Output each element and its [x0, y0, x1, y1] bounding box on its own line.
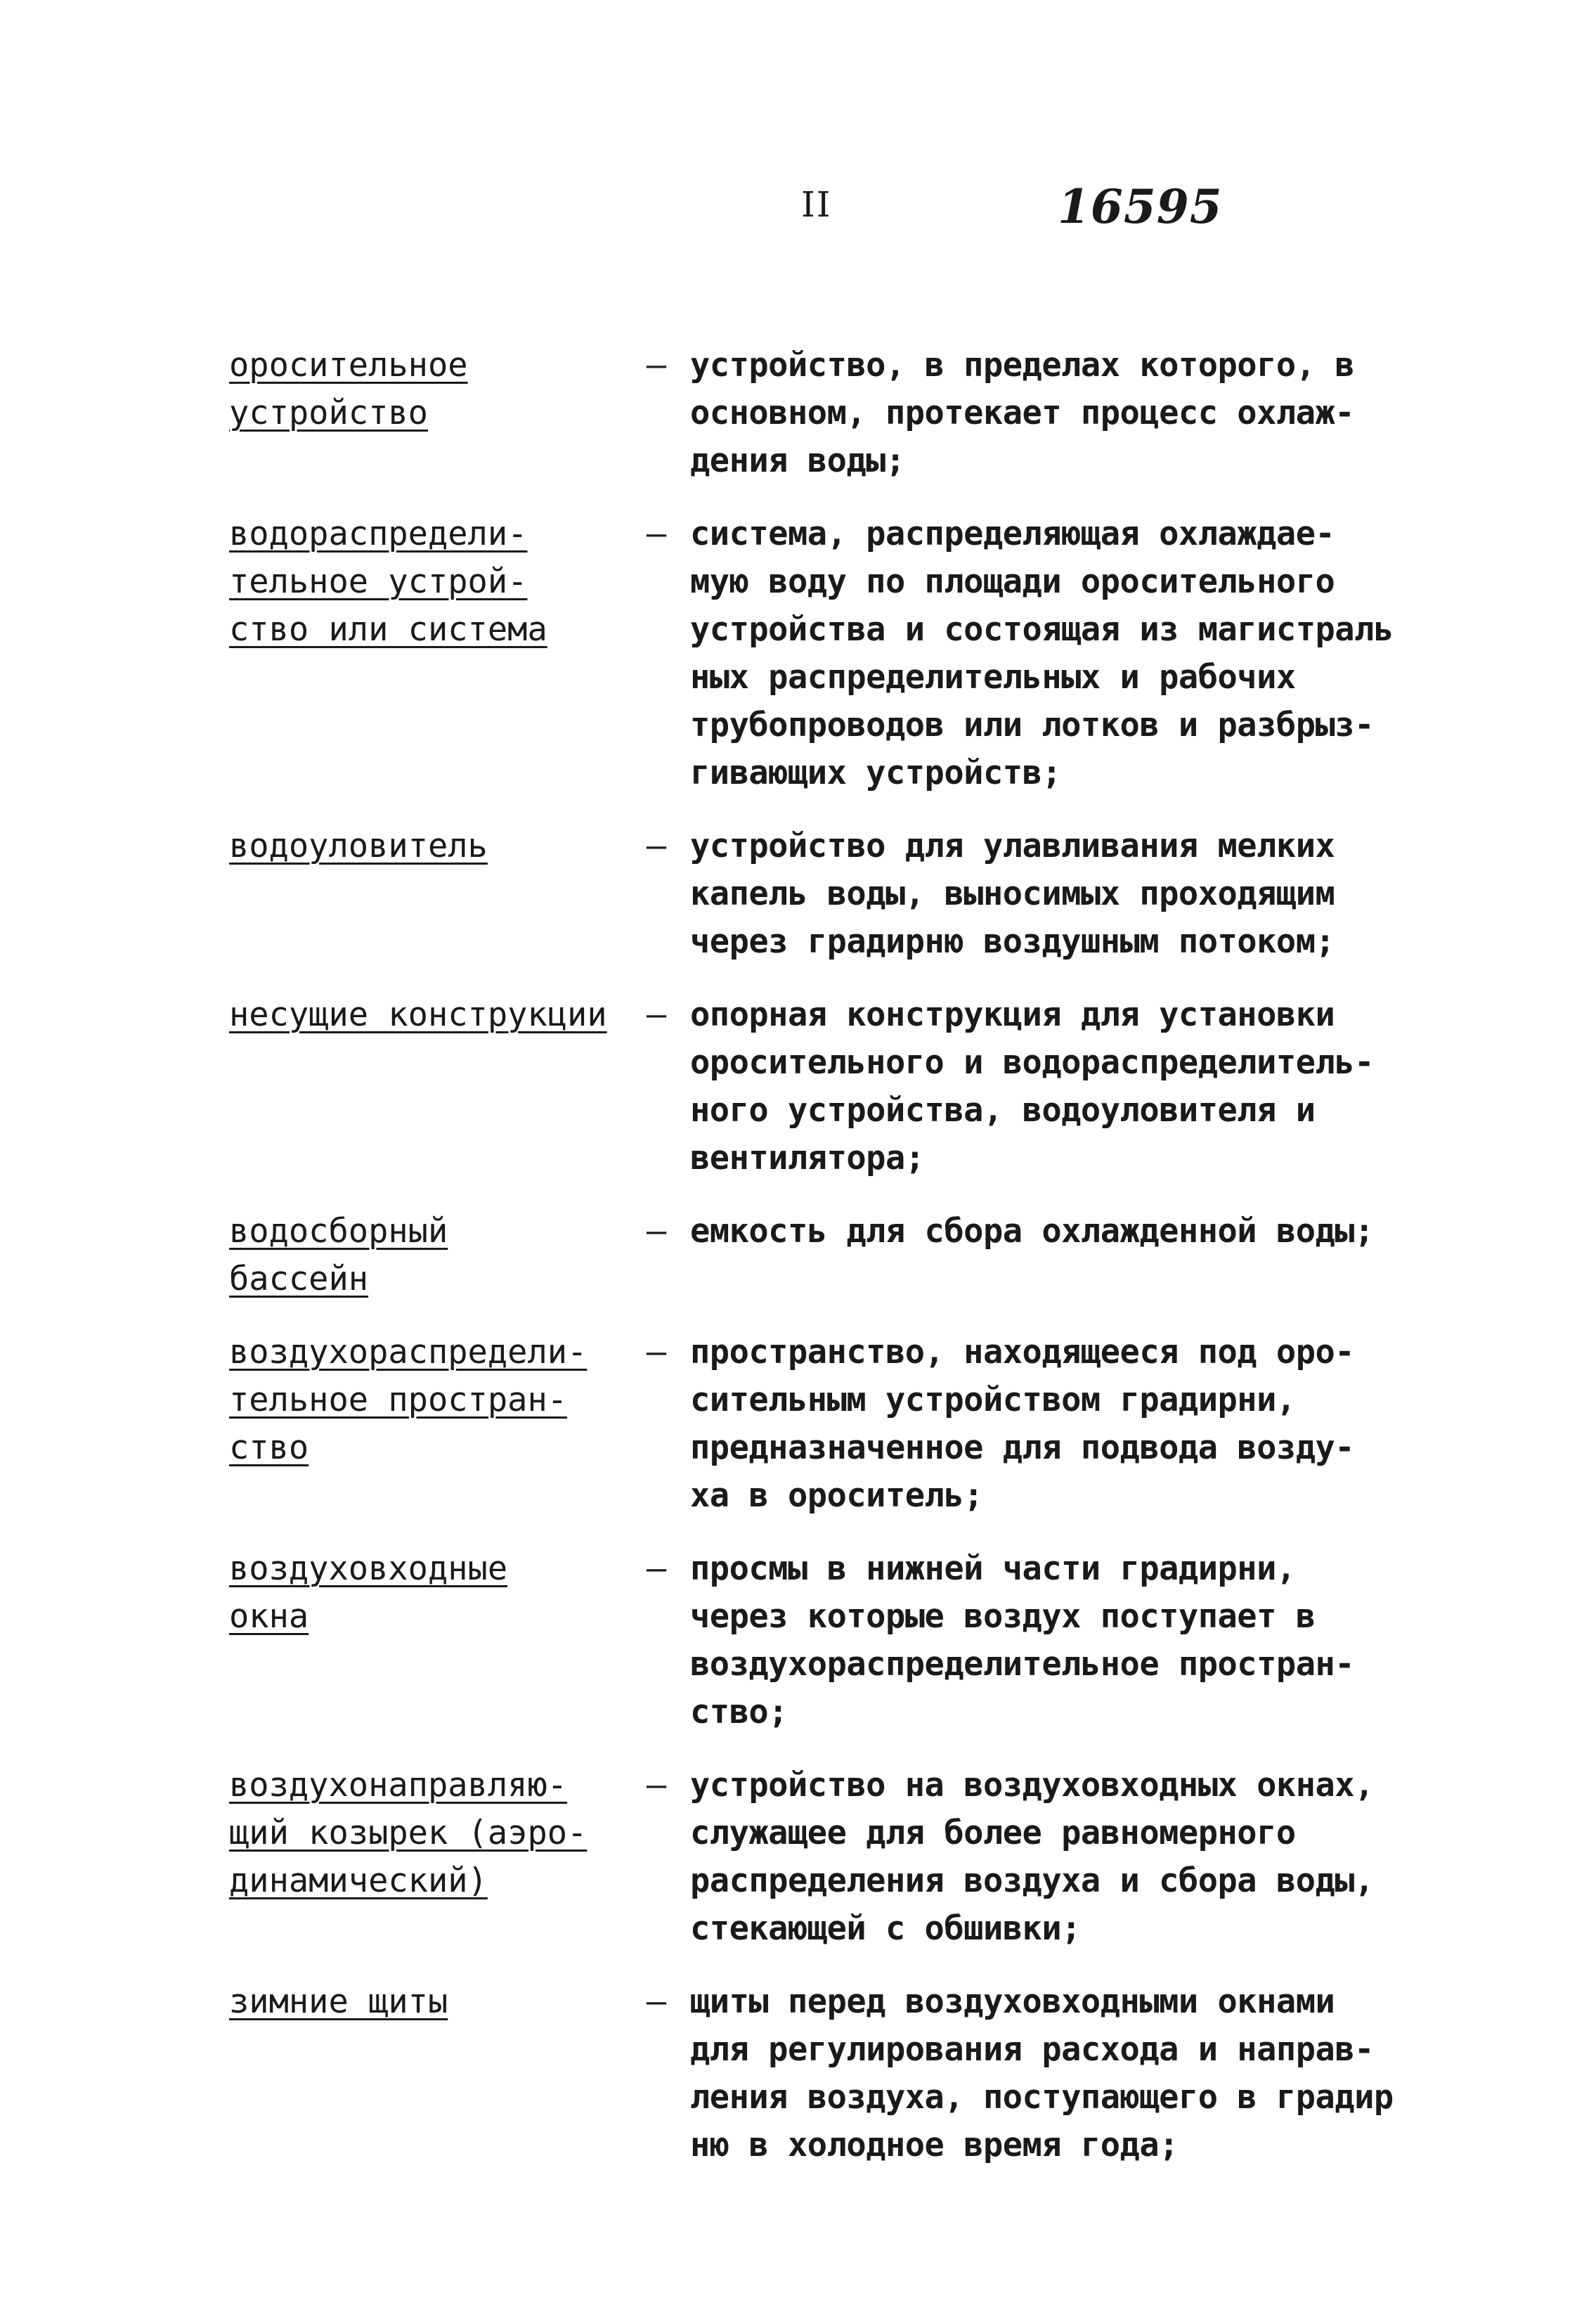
glossary-list — [229, 342, 1424, 2169]
glossary-definition: пространство, находящееся под оро- сительным устройством градирни, предназначенное для подвода возду- ха в ороситель; — [690, 1333, 1355, 1515]
glossary-entry — [229, 1762, 1424, 1953]
glossary-term: оросительное устройство — [229, 346, 468, 432]
glossary-definition: просмы в нижней части градирни, через которые воздух поступает в воздухораспределительное простран- ство; — [690, 1549, 1355, 1731]
glossary-term: водоуловитель — [229, 827, 488, 865]
glossary-entry — [229, 991, 1424, 1182]
glossary-definition: устройство, в пределах которого, в основном, протекает процесс охлаж- дения воды; — [690, 346, 1355, 480]
glossary-entry — [229, 1329, 1424, 1520]
glossary-definition: устройство на воздуховходных окнах, служащее для более равномерного распределения воздуха и сбора воды, стекающей с обшивки; — [690, 1766, 1374, 1948]
glossary-entry — [229, 510, 1424, 797]
entry-dash: – — [646, 346, 667, 385]
glossary-term: воздуховходные окна — [229, 1549, 508, 1636]
entry-dash: – — [646, 827, 667, 865]
glossary-definition: устройство для улавливания мелких капель воды, выносимых проходящим через градирню воздушным потоком; — [690, 827, 1335, 961]
document-number: 16595 — [1058, 179, 1223, 234]
glossary-term: несущие конструкции — [229, 995, 607, 1034]
entry-dash: – — [646, 515, 667, 553]
glossary-entry — [229, 822, 1424, 966]
glossary-entry — [229, 1545, 1424, 1736]
glossary-entry — [229, 1208, 1424, 1303]
glossary-definition: система, распределяющая охлаждае- мую воду по площади оросительного устройства и состоящая из магистраль ных распределительных и рабочих трубопроводов или лотков и разбрыз- гивающих устройств; — [690, 515, 1394, 792]
glossary-term: воздухонаправляю- щий козырек (аэро- динамический) — [229, 1766, 588, 1900]
entry-dash: – — [646, 1766, 667, 1805]
glossary-definition: емкость для сбора охлажденной воды; — [690, 1212, 1374, 1251]
entry-dash: – — [646, 995, 667, 1034]
entry-dash: – — [646, 1982, 667, 2021]
glossary-entry — [229, 342, 1424, 485]
glossary-term: водораспредели- тельное устрой- ство или система — [229, 515, 547, 649]
entry-dash: – — [646, 1333, 667, 1371]
glossary-definition: опорная конструкция для установки оросительного и водораспределитель- ного устройства, водоуловителя и вентилятора; — [690, 995, 1374, 1177]
glossary-entry — [229, 1978, 1424, 2169]
entry-dash: – — [646, 1549, 667, 1588]
glossary-definition: щиты перед воздуховходными окнами для регулирования расхода и направ- ления воздуха, поступающего в градир ню в холодное время года; — [690, 1982, 1394, 2164]
entry-dash: – — [646, 1212, 667, 1251]
glossary-term: зимние щиты — [229, 1982, 448, 2021]
page-number: II — [801, 184, 832, 225]
glossary-term: воздухораспредели- тельное простран- ство — [229, 1333, 588, 1467]
glossary-term: водосборный бассейн — [229, 1212, 448, 1298]
